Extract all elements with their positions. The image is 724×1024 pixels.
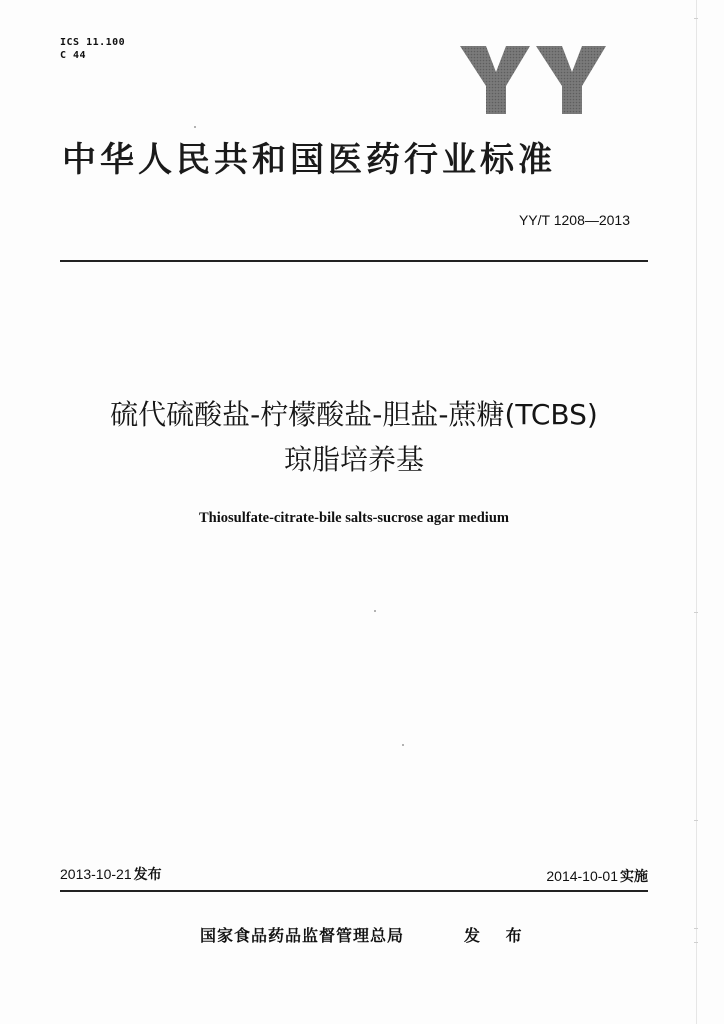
publish-label: 发 布 bbox=[464, 926, 532, 945]
publisher-name: 国家食品药品监督管理总局 bbox=[200, 926, 405, 945]
ics-code: ICS 11.100 bbox=[60, 37, 126, 48]
scan-edge-tick bbox=[694, 942, 698, 943]
english-title: Thiosulfate-citrate-bile salts-sucrose agar medium bbox=[199, 510, 509, 526]
scan-edge-tick bbox=[694, 928, 698, 929]
classification-codes bbox=[60, 36, 125, 62]
yy-logo bbox=[458, 44, 608, 116]
header-rule bbox=[60, 260, 648, 262]
issue-date: 2013-10-21 bbox=[60, 866, 132, 882]
scan-speck bbox=[374, 610, 376, 612]
implementation-label: 实施 bbox=[620, 869, 648, 885]
scan-edge-tick bbox=[694, 612, 698, 613]
chinese-title-line-1: 硫代硫酸盐-柠檬酸盐-胆盐-蔗糖(TCBS) bbox=[110, 398, 598, 431]
standard-number: YY/T 1208—2013 bbox=[518, 212, 630, 228]
implementation-date-block bbox=[546, 866, 648, 887]
scan-speck bbox=[194, 126, 196, 128]
scan-edge-line bbox=[696, 0, 697, 1024]
scan-edge-tick bbox=[694, 820, 698, 821]
y-letter-right bbox=[536, 46, 606, 114]
ccs-code: C 44 bbox=[60, 50, 87, 61]
chinese-title bbox=[60, 392, 648, 482]
scan-edge-tick bbox=[694, 18, 698, 19]
organization-title: 中华人民共和国医药行业标准 bbox=[62, 140, 556, 180]
implementation-date: 2014-10-01 bbox=[546, 868, 618, 884]
footer-rule bbox=[60, 890, 648, 892]
issue-date-block bbox=[60, 864, 162, 885]
issue-label: 发布 bbox=[133, 867, 162, 883]
y-letter-left bbox=[460, 46, 530, 114]
chinese-title-line-2: 琼脂培养基 bbox=[283, 443, 424, 476]
scan-speck bbox=[402, 744, 404, 746]
